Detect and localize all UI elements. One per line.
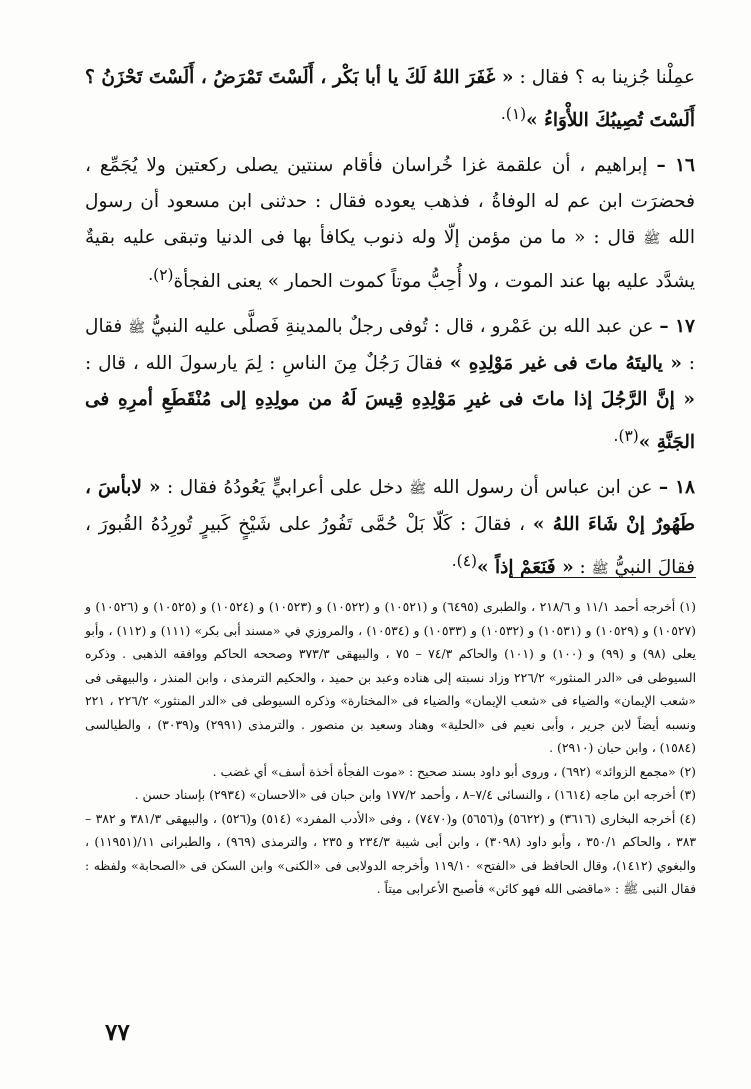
main-text (85, 60, 695, 597)
footnote-ref: (٤). (451, 552, 477, 571)
salutation-glyph: ﷺ (643, 231, 661, 248)
hadith-number: ١٨ – (658, 477, 695, 499)
paragraph-16 (85, 148, 695, 300)
salutation-glyph: ﷺ (128, 320, 146, 337)
footnote-3: (٣) أخرجه ابن ماجه (١٦١٤) ، والنسائى ٧/٤–٨ ، وأحمد ١٧٧/٢ وابن حبان فى «الاحسان» (٢٩٣٤) بإسناد حسن . (134, 787, 696, 802)
narration-text: ، فقالَ : كَلّا بَلْ حُمَّى تَفُورُ على شَيْخٍ كَبيرٍ تُورِدُهُ القُبورَ ، فقالَ النبيُّ (85, 514, 695, 579)
salutation-glyph: ﷺ (409, 481, 427, 498)
hadith-quote: « إنَّ الرَّجُلَ إذا ماتَ فى غيرِ مَوْلِدِهِ قِيسَ لَهُ من مولِدِهِ إلى مُنْقَطَعِ أمرِهِ فى الجَنَّةِ » (85, 389, 695, 454)
footnotes (85, 595, 696, 901)
salutation-glyph: ﷺ (591, 561, 609, 578)
narration-text: قال : « ما من مؤمن إلّا وله ذنوب يكافأ بها فى الدنيا وتبقى عليه بقيةٌ يشدَّد عليه بها عند الموت ، ولا أُحِبُّ موتاً كموت الحمار » يعنى الفجأة (85, 227, 695, 293)
intro-text: عمِلْنا جُزينا به ؟ فقال : (513, 67, 695, 88)
paragraph-17 (85, 309, 695, 461)
hadith-quote: « لابأسَ ، طَهُورٌ إنْ شَاءَ اللهُ » (85, 477, 695, 536)
footnote-1: (١) أخرجه أحمد ١١/١ و ٢١٨/٦ ، والطبرى (٦٤٩٥) و (١٠٥٢١) و (١٠٥٢٢) و (١٠٥٢٣) و (١٠٥٢٤) و (١٠٥٢٥) و (١٠٥٢٦) و (١٠٥٢٧) و (١٠٥٢٩) و (١٠٥٣١) و (١٠٥٣٢) و (١٠٥٣٣) و (١٠٥٣٤) ، والمروزي في «مسند أبى بكر» (١١١) و (١١٢) ، وأبو يعلى (٩٨) و (٩٩) و (١٠٠) و (١٠١) والحاكم ٧٤/٣ – ٧٥ ، والبيهقى ٣٧٣/٣ وصححه الحاكم ووافقه الذهبى . وذكره السيوطى فى «الدر المنثور» ٢٢٦/٢ وزاد نسبته إلى هناده وعبد بن حميد ، والحكيم الترمذى ، وابن المنذر ، والبيهقى فى «شعب الإيمان» والضياء فى «شعب الإيمان» والضياء فى «المختارة» وذكره السيوطى فى «الدر المنثور» ٢٢٦/٢ ، ٢٢١ ونسبه أيضاً لابن جرير ، وأبى نعيم فى «الحلية» وهناد وسعيد بن منصور . والترمذى (٢٩٩١) و(٣٠٣٩) ، والطيالسى (١٥٨٤) ، وابن حبان (٢٩١٠) . (85, 599, 697, 755)
footnote-2: (٢) «مجمع الزوائد» (٦٩٢) ، وروى أبو داود بسند صحيح : «موت الفجأة أخذة أسف» أي غضب . (212, 763, 696, 779)
hadith-quote: « غَفَرَ اللهُ لَكَ يا أبا بَكْر ، أَلَسْتَ تَمْرَضُ ، أَلَسْتَ تَحْزَنُ ؟ أَلَسْتَ تُصِيبُكَ اللأْوَاءُ » (85, 67, 695, 132)
narration-text: دخل على أعرابيٍّ يَعُودُهُ فقال : (167, 477, 403, 499)
narration-text: : (579, 557, 586, 579)
footnote-divider (510, 577, 696, 578)
hadith-number: ١٧ – (659, 316, 695, 338)
narration-text: فقالَ رَجُلٌ مِنَ الناسِ : لِمَ يارسولَ الله ، قال : (85, 353, 443, 375)
hadith-quote: « ياليتَهُ ماتَ فى غير مَوْلِدِهِ » (449, 353, 682, 375)
footnote-ref: (١). (500, 105, 527, 123)
paragraph-15-end (85, 60, 695, 139)
narration-text: عن ابن عباس أن رسول الله (432, 477, 653, 499)
narration-text: فقال : (85, 316, 695, 375)
page-number: ٧٧ (105, 1019, 130, 1046)
hadith-number: ١٦ – (656, 155, 695, 177)
footnote-ref: (٢). (148, 266, 174, 285)
paragraph-18 (85, 470, 695, 587)
narration-text: عن عبد الله بن عَمْرو ، قال : تُوفى رجلٌ بالمدينةِ فَصلَّى عليه النبيُّ (151, 316, 654, 338)
footnote-ref: (٣). (613, 427, 639, 446)
hadith-quote: « فَنَعَمْ إذاً » (477, 557, 574, 579)
narration-text: إبراهيم ، أن علقمة غزا خُراسان فأقام سنتين يصلى ركعتين ولا يُجَمِّع ، فحضرَت ابن عم له الوفاةُ ، فذهب يعوده فقال : حدثنى ابن مسعود أن رسول الله (85, 155, 696, 249)
footnote-4: (٤) أخرجه البخارى (٣٦١٦) و (٥٦٢٢) و(٥٦٥٦) و(٧٤٧٠) ، وفى «الأدب المفرد» (٥١٤) و(٥٢٦) ، والبيهقى ٣٨١/٣ و ٣٨٢ – ٣٨٣ ، والحاكم ٣٥٠/١ ، وأبو داود (٣٠٩٨) ، وابن أبى شيبة ٢٣٤/٣ و ٢٣٥ ، والترمذى (٩٦٩) ، والطبرانى ١١/(١١٩٥١) ، والبغوي (١٤١٢)، وقال الحافظ فى «الفتح» ١١٩/١٠ وأخرجه الدولابى فى «الكنى» وابن السكن فى «الصحابة» ولفظه : فقال النبى ﷺ : «ماقضى الله فهو كائن» فأصبح الأعرابى ميتاً . (85, 810, 697, 896)
